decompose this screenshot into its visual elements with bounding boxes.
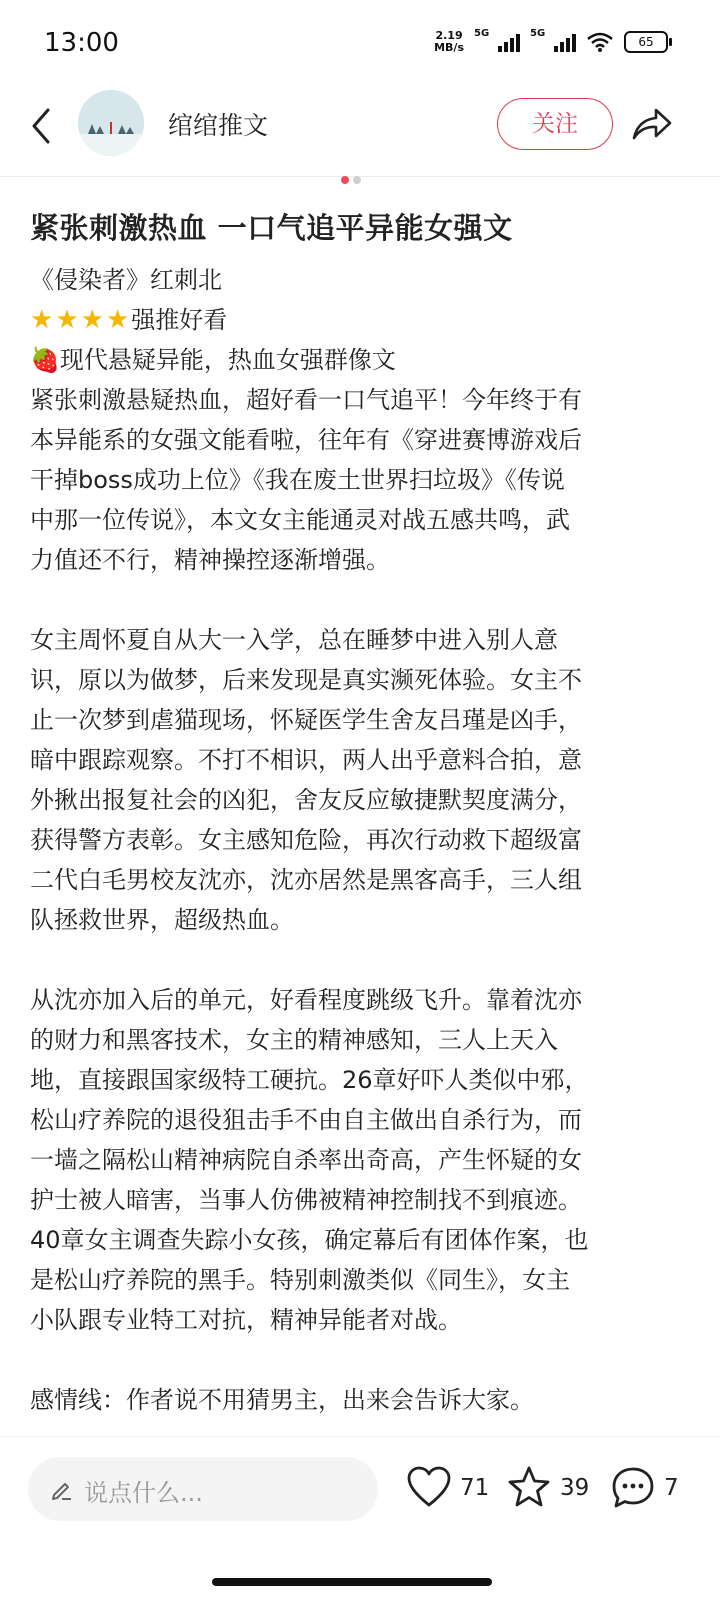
carousel-dot-active xyxy=(341,176,349,184)
account-name[interactable]: 绾绾推文 xyxy=(168,111,269,140)
follow-button[interactable]: 关注 xyxy=(497,98,613,150)
genre-text: 现代悬疑异能，热血女强群像文 xyxy=(59,346,396,374)
star-outline-icon xyxy=(506,1465,552,1511)
status-bar xyxy=(0,0,720,88)
signal-1-icon xyxy=(474,28,520,52)
status-time: 13:00 xyxy=(44,28,119,58)
comment-count: 7 xyxy=(664,1475,679,1501)
post-header xyxy=(0,88,720,176)
book-line: 《侵染者》红刺北 xyxy=(30,266,222,294)
back-icon[interactable] xyxy=(28,106,54,146)
favorite-button[interactable] xyxy=(506,1465,589,1511)
battery-icon: 65 xyxy=(624,31,668,53)
strawberry-icon: 🍓 xyxy=(30,346,60,374)
paragraph-1: 紧张刺激悬疑热血，超好看一口气追平！今年终于有 本异能系的女强文能看啦，往年有《穿进赛博游戏后 干掉boss成功上位》《我在废土世界扫垃圾》《传说 中那一位传说》，本文女主能通灵对战五感共鸣，武 力值还不行，精神操控逐渐增强。 xyxy=(30,386,582,574)
rating-text: 强推好看 xyxy=(131,306,228,334)
speed-value: 2.19 xyxy=(435,29,463,42)
signal-2-icon xyxy=(530,28,576,52)
paragraph-2: 女主周怀夏自从大一入学，总在睡梦中进入别人意 识，原以为做梦，后来发现是真实濒死体验。女主不 止一次梦到虐猫现场，怀疑医学生舍友吕瑾是凶手， 暗中跟踪观察。不打不相识，两人出乎意料合拍，意 外揪出报复社会的凶犯，舍友反应敏捷默契度满分， 获得警方表彰。女主感知危险，再次行动救下超级富 二代白毛男校友沈亦，沈亦居然是黑客高手，三人组 队拯救世界，超级热血。 xyxy=(30,626,582,934)
star-icon: ★ xyxy=(55,305,79,335)
star-icon: ★ xyxy=(30,305,54,335)
avatar-image-icon xyxy=(78,90,144,156)
paragraph-4: 感情线：作者说不用猜男主，出来会告诉大家。 xyxy=(30,1386,534,1414)
comment-input[interactable] xyxy=(28,1457,378,1521)
speed-unit: MB/s xyxy=(434,41,464,54)
carousel-indicator xyxy=(341,176,361,184)
star-icon: ★ xyxy=(105,305,130,335)
star-icon: ★ xyxy=(80,305,104,335)
network-speed xyxy=(434,30,464,54)
favorite-count: 39 xyxy=(560,1475,590,1501)
like-button[interactable] xyxy=(406,1465,489,1511)
avatar[interactable] xyxy=(78,90,144,156)
comment-placeholder: 说点什么... xyxy=(84,1479,203,1507)
heart-icon xyxy=(406,1465,452,1511)
status-icons xyxy=(434,30,668,54)
pen-icon xyxy=(50,1477,74,1501)
comment-bubble-icon xyxy=(610,1465,656,1511)
rating-line xyxy=(30,300,680,340)
share-icon[interactable] xyxy=(630,106,674,142)
genre-line xyxy=(30,340,680,380)
network-1-label: 5G xyxy=(474,28,490,39)
bottom-action-bar xyxy=(0,1436,720,1601)
carousel-dot xyxy=(353,176,361,184)
network-2-label: 5G xyxy=(530,28,546,39)
comment-button[interactable] xyxy=(610,1465,679,1511)
home-indicator[interactable] xyxy=(212,1578,492,1586)
wifi-icon xyxy=(586,31,614,53)
post-title: 紧张刺激热血 一口气追平异能女强文 xyxy=(30,211,513,245)
paragraph-3: 从沈亦加入后的单元，好看程度跳级飞升。靠着沈亦 的财力和黑客技术，女主的精神感知，三人上天入 地，直接跟国家级特工硬抗。26章好吓人类似中邪， 松山疗养院的退役狙击手不由自主做出自杀行为，而 一墙之隔松山精神病院自杀率出奇高，产生怀疑的女 护士被人暗害，当事人仿佛被精神控制找不到痕迹。 40章女主调查失踪小女孩，确定幕后有团体作案，也 是松山疗养院的黑手。特别刺激类似《同生》，女主 小队跟专业特工对抗，精神异能者对战。 xyxy=(30,986,589,1334)
like-count: 71 xyxy=(460,1475,490,1501)
post-content xyxy=(30,206,680,1420)
